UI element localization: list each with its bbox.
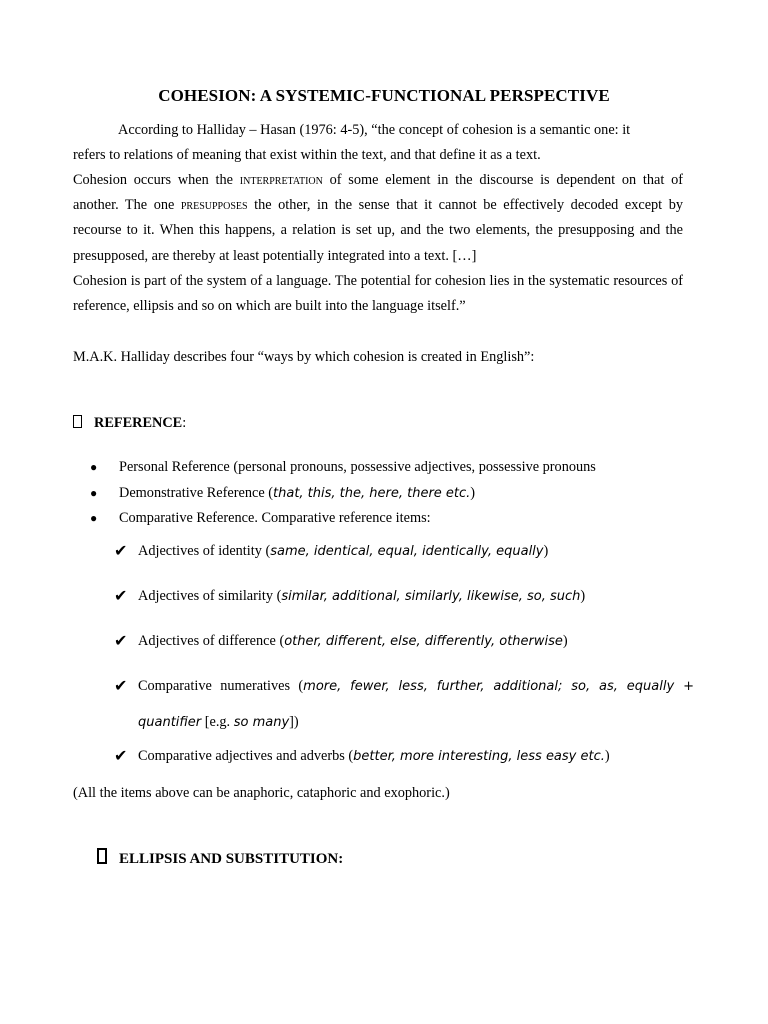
intro-line-1: According to Halliday – Hasan (1976: 4-5), “the concept of cohesion is a semantic one: it bbox=[118, 122, 631, 138]
check-italic: more, fewer, less, further, additional; so, as, equally + bbox=[303, 679, 694, 694]
intro-p2-text-c: the other, in the sense that it cannot be effectively decoded except by recourse to it. When this happens, a relation is set up, and the two elements, the presupposing and the presupposed, are thereby at least potentially integrated into a text. […] bbox=[73, 197, 683, 264]
bullet-icon: ● bbox=[90, 460, 98, 474]
reference-heading-colon: : bbox=[182, 415, 187, 431]
list-item bbox=[90, 457, 596, 477]
intro-line-2: refers to relations of meaning that exist within the text, and that define it as a text. bbox=[73, 147, 541, 163]
checkmark-icon: ✔ bbox=[114, 631, 128, 650]
bullet-text: Personal Reference (personal pronouns, possessive adjectives, possessive pronouns bbox=[119, 459, 596, 475]
check-text: Comparative adjectives and adverbs ( bbox=[138, 748, 354, 764]
check-text: Adjectives of difference ( bbox=[138, 633, 285, 649]
checkbox-icon bbox=[73, 415, 82, 428]
checkmark-icon: ✔ bbox=[114, 541, 128, 560]
ellipsis-heading-label: ELLIPSIS AND SUBSTITUTION bbox=[119, 851, 339, 867]
checkmark-icon: ✔ bbox=[114, 586, 128, 605]
check-text: Adjectives of identity ( bbox=[138, 543, 271, 559]
bullet-text: Comparative Reference. Comparative reference items: bbox=[119, 510, 431, 526]
check-text: Adjectives of similarity ( bbox=[138, 588, 282, 604]
checkbox-icon bbox=[97, 848, 107, 864]
check-text: Comparative numeratives ( bbox=[138, 678, 304, 694]
check-line-1 bbox=[138, 676, 694, 697]
bullet-italic: that, this, the, here, there etc. bbox=[273, 486, 471, 501]
check-text: [e.g. bbox=[201, 714, 234, 730]
check-italic: similar, additional, similarly, likewise, so, such bbox=[281, 589, 581, 604]
check-italic: quantifier bbox=[138, 715, 202, 730]
bullet-icon: ● bbox=[90, 511, 98, 525]
intro-p2-smallcaps-1: interpretation bbox=[239, 172, 323, 188]
check-text-end: ]) bbox=[289, 714, 299, 730]
intro-p2-text-b: of some element in the discourse is dependent on that of another. The one bbox=[73, 172, 684, 214]
intro-p2-text-a: Cohesion occurs when the bbox=[73, 172, 240, 188]
check-italic: better, more interesting, less easy etc. bbox=[353, 749, 605, 764]
check-italic: same, identical, equal, identically, equally bbox=[270, 544, 544, 559]
halliday-line: M.A.K. Halliday describes four “ways by which cohesion is created in English”: bbox=[73, 349, 535, 365]
reference-heading-label: REFERENCE bbox=[94, 415, 183, 431]
checkmark-icon: ✔ bbox=[114, 746, 128, 765]
bullet-text-end: ) bbox=[470, 485, 476, 501]
list-item bbox=[90, 508, 431, 528]
check-italic: so many bbox=[233, 715, 290, 730]
ellipsis-heading bbox=[97, 848, 343, 869]
intro-paragraph-3: Cohesion is part of the system of a language. The potential for cohesion lies in the systematic resources of reference, ellipsis and so on which are built into the language itself.” bbox=[73, 273, 683, 315]
reference-heading bbox=[73, 413, 186, 433]
checkmark-icon: ✔ bbox=[114, 676, 128, 695]
check-text-end: ) bbox=[543, 543, 549, 559]
check-line-2 bbox=[138, 712, 694, 733]
intro-p2-smallcaps-2: presupposes bbox=[180, 197, 248, 214]
check-text-end: ) bbox=[562, 633, 568, 649]
check-text-end: ) bbox=[580, 588, 586, 604]
bullet-text: Demonstrative Reference ( bbox=[119, 485, 274, 501]
check-italic: other, different, else, differently, otherwise bbox=[284, 634, 563, 649]
ellipsis-heading-colon: : bbox=[338, 851, 344, 867]
check-text-end: ) bbox=[604, 748, 610, 764]
intro-paragraph-2 bbox=[73, 168, 683, 269]
bullet-icon: ● bbox=[90, 486, 98, 500]
note-line: (All the items above can be anaphoric, cataphoric and exophoric.) bbox=[73, 785, 450, 801]
list-item bbox=[90, 483, 475, 504]
page-title: COHESION: A SYSTEMIC-FUNCTIONAL PERSPECTIVE bbox=[158, 86, 610, 105]
